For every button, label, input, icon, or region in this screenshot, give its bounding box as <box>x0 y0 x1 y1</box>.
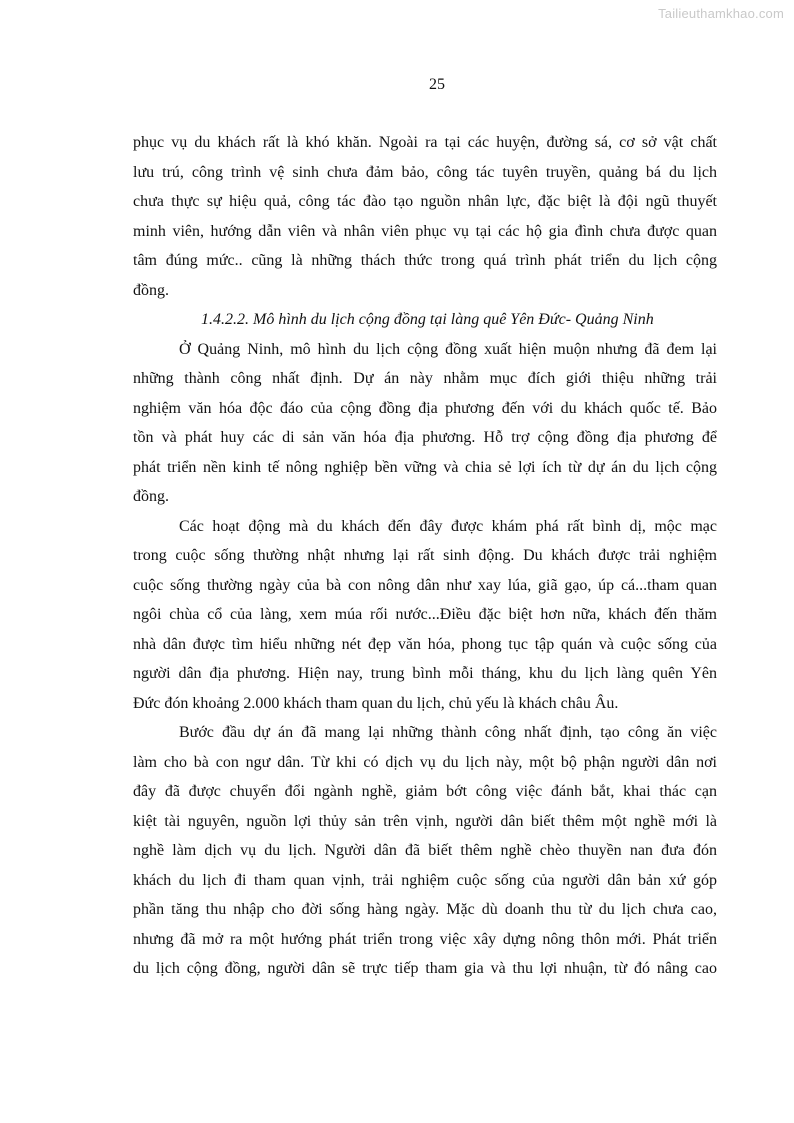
text-line: Bước đầu dự án đã mang lại những thành công nhất định, tạo công ăn việc <box>179 724 717 741</box>
text-line: làm cho bà con ngư dân. Từ khi có dịch vụ du lịch này, một bộ phận người dân nơi <box>133 753 717 771</box>
text-line: du lịch cộng đồng, người dân sẽ trực tiếp tham gia và thu lợi nhuận, từ đó nâng cao <box>133 960 717 977</box>
text-line: đây đã được chuyển đổi ngành nghề, giảm bớt công việc đánh bắt, khai thác cạn <box>133 783 717 800</box>
text-line: cuộc sống thường ngày của bà con nông dân như xay lúa, giã gạo, úp cá...tham quan <box>133 576 717 594</box>
text-line: đồng. <box>133 488 169 505</box>
text-line: chưa thực sự hiệu quả, công tác đào tạo nguồn nhân lực, đặc biệt là đội ngũ thuyết <box>133 193 717 210</box>
text-line: kiệt tài nguyên, nguồn lợi thủy sản trên vịnh, người dân biết thêm một nghề mới là <box>133 812 717 830</box>
text-line: đồng. <box>133 281 169 299</box>
text-line: phát triển nền kinh tế nông nghiệp bền vững và chia sẻ lợi ích từ dự án du lịch cộng <box>133 458 717 476</box>
text-line: trong cuộc sống thường nhật nhưng lại rất sinh động. Du khách được trải nghiệm <box>133 547 717 564</box>
text-line: nhà dân được tìm hiểu những nét đẹp văn hóa, phong tục tập quán và cuộc sống của <box>133 635 717 653</box>
text-line: nghề làm dịch vụ du lịch. Người dân đã biết thêm nghề chèo thuyền nan đưa đón <box>133 842 717 859</box>
text-line: phục vụ du khách rất là khó khăn. Ngoài ra tại các huyện, đường sá, cơ sở vật chất <box>133 134 717 151</box>
text-line: nghiệm văn hóa độc đáo của cộng đồng địa phương đến với du khách quốc tế. Bảo <box>133 399 717 417</box>
text-line: tồn và phát huy các di sản văn hóa địa phương. Hỗ trợ cộng đồng địa phương để <box>133 429 717 446</box>
text-line: tâm đúng mức.. cũng là những thách thức trong quá trình phát triển du lịch cộng <box>133 252 717 269</box>
text-line: lưu trú, công trình vệ sinh chưa đảm bảo, công tác tuyên truyền, quảng bá du lịch <box>133 163 717 181</box>
text-line: Các hoạt động mà du khách đến đây được khám phá rất bình dị, mộc mạc <box>179 517 717 535</box>
text-line: nhưng đã mở ra một hướng phát triển trong việc xây dựng nông thôn mới. Phát triển <box>133 930 717 948</box>
text-line: phần tăng thu nhập cho đời sống hàng ngày. Mặc dù doanh thu từ du lịch chưa cao, <box>133 901 717 918</box>
text-line: minh viên, hướng dẫn viên và nhân viên phục vụ tại các hộ gia đình chưa được quan <box>133 222 717 240</box>
text-line: Đức đón khoảng 2.000 khách tham quan du lịch, chủ yếu là khách châu Âu. <box>133 694 619 712</box>
document-body <box>133 128 717 984</box>
section-heading: 1.4.2.2. Mô hình du lịch cộng đồng tại làng quê Yên Đức- Quảng Ninh <box>201 311 654 328</box>
text-line: người dân địa phương. Hiện nay, trung bình mỗi tháng, khu du lịch làng quên Yên <box>133 665 717 682</box>
page-number: 25 <box>429 76 445 93</box>
text-line: khách du lịch đi tham quan vịnh, trải nghiệm cuộc sống của người dân bản xứ góp <box>133 871 717 889</box>
text-line: Ở Quảng Ninh, mô hình du lịch cộng đồng xuất hiện muộn nhưng đã đem lại <box>179 340 717 358</box>
text-line: những thành công nhất định. Dự án này nhằm mục đích giới thiệu những trải <box>133 370 717 387</box>
watermark: Tailieuthamkhao.com <box>658 6 784 21</box>
text-line: ngôi chùa cổ của làng, xem múa rối nước...Điều đặc biệt hơn nữa, khách đến thăm <box>133 606 717 623</box>
